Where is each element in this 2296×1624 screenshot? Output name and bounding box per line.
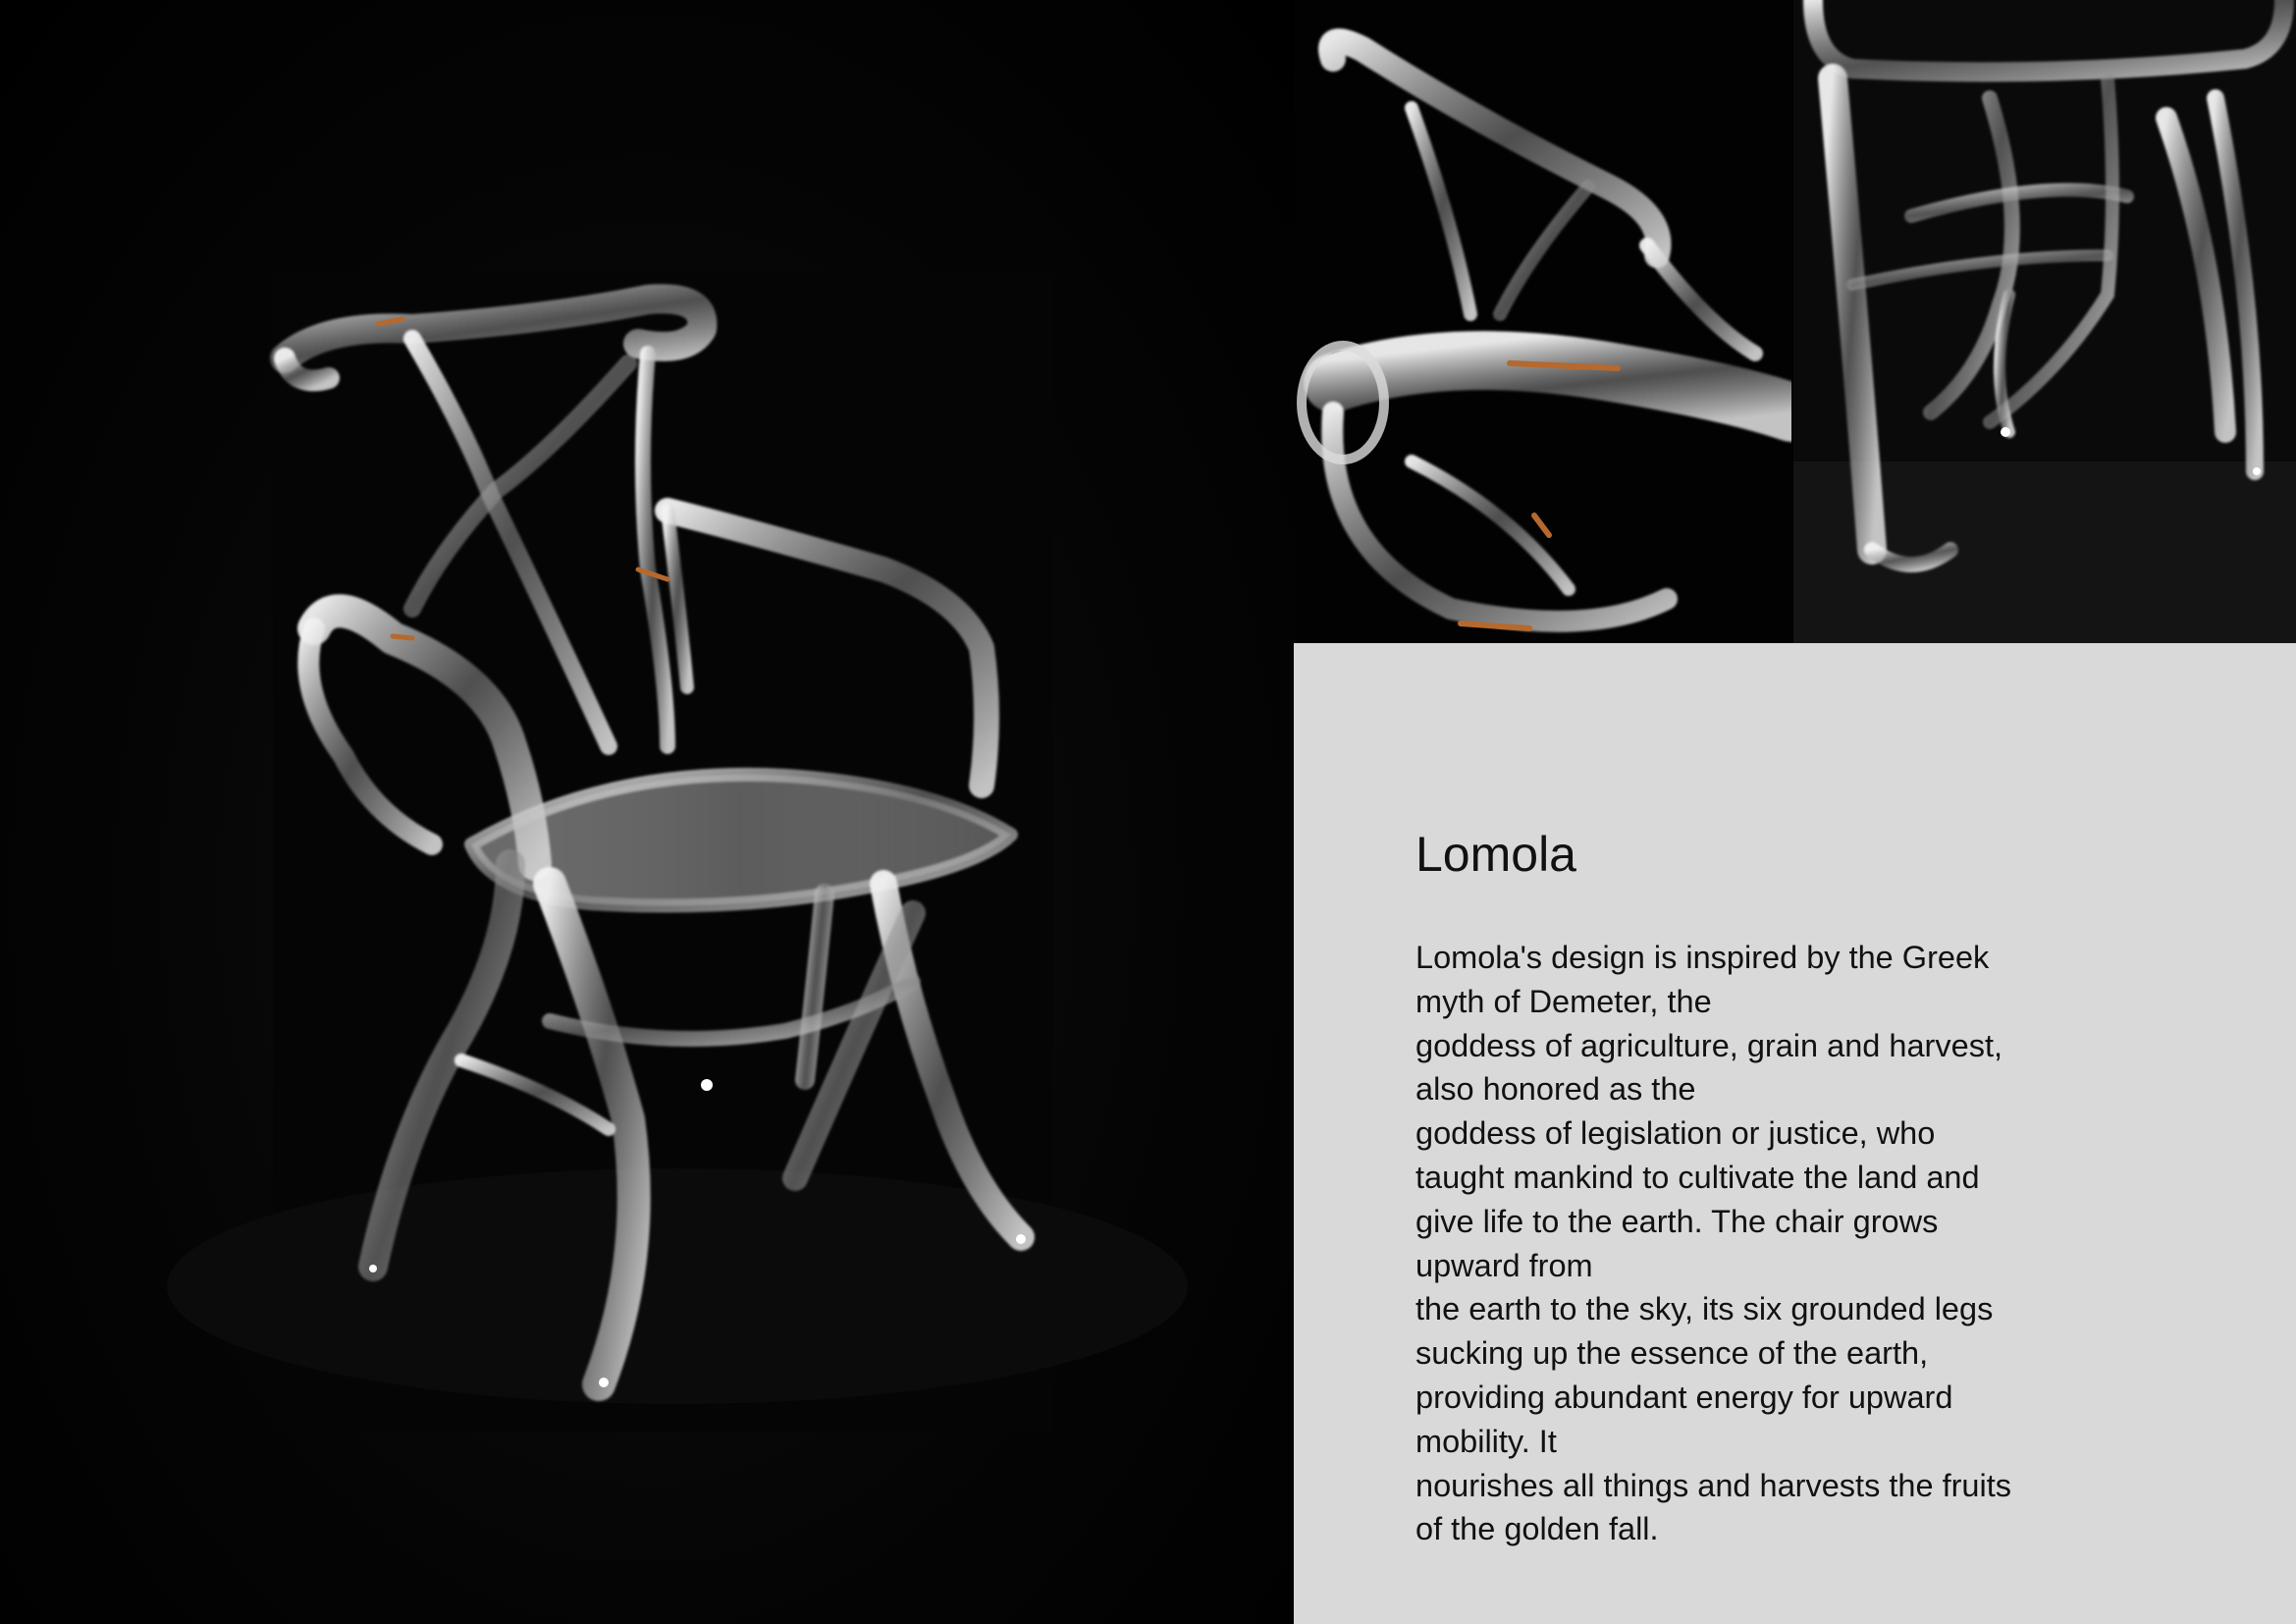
description-line: also honored as the — [1415, 1071, 1696, 1108]
description-line: Lomola's design is inspired by the Greek — [1415, 940, 1990, 975]
glass-detail-illustration-1 — [1294, 0, 1791, 643]
description-line: of the golden fall. — [1415, 1511, 1659, 1547]
description-line: nourishes all things and harvests the fruits — [1415, 1467, 2011, 1503]
description-line: sucking up the essence of the earth, — [1415, 1335, 1929, 1372]
description-line: upward from — [1415, 1247, 1593, 1283]
description-line: the earth to the sky, its six grounded legs — [1415, 1291, 1994, 1327]
description-line: providing abundant energy for upward — [1415, 1379, 1953, 1415]
detail-photo-legs — [1793, 0, 2296, 643]
description-line: goddess of agriculture, grain and harvest, — [1415, 1027, 2002, 1063]
product-title: Lomola — [1415, 827, 1576, 882]
description-line: mobility. It — [1415, 1423, 1557, 1459]
detail-photo-top-rail — [1294, 0, 1791, 643]
description-line: goddess of legislation or justice, who — [1415, 1115, 1936, 1152]
glass-detail-illustration-2 — [1793, 0, 2296, 643]
description-line: myth of Demeter, the — [1415, 983, 1712, 1019]
description-line: taught mankind to cultivate the land and — [1415, 1159, 1980, 1195]
product-description — [1415, 936, 2063, 1551]
info-panel — [1294, 643, 2296, 1624]
description-line: give life to the earth. The chair grows — [1415, 1203, 1939, 1239]
